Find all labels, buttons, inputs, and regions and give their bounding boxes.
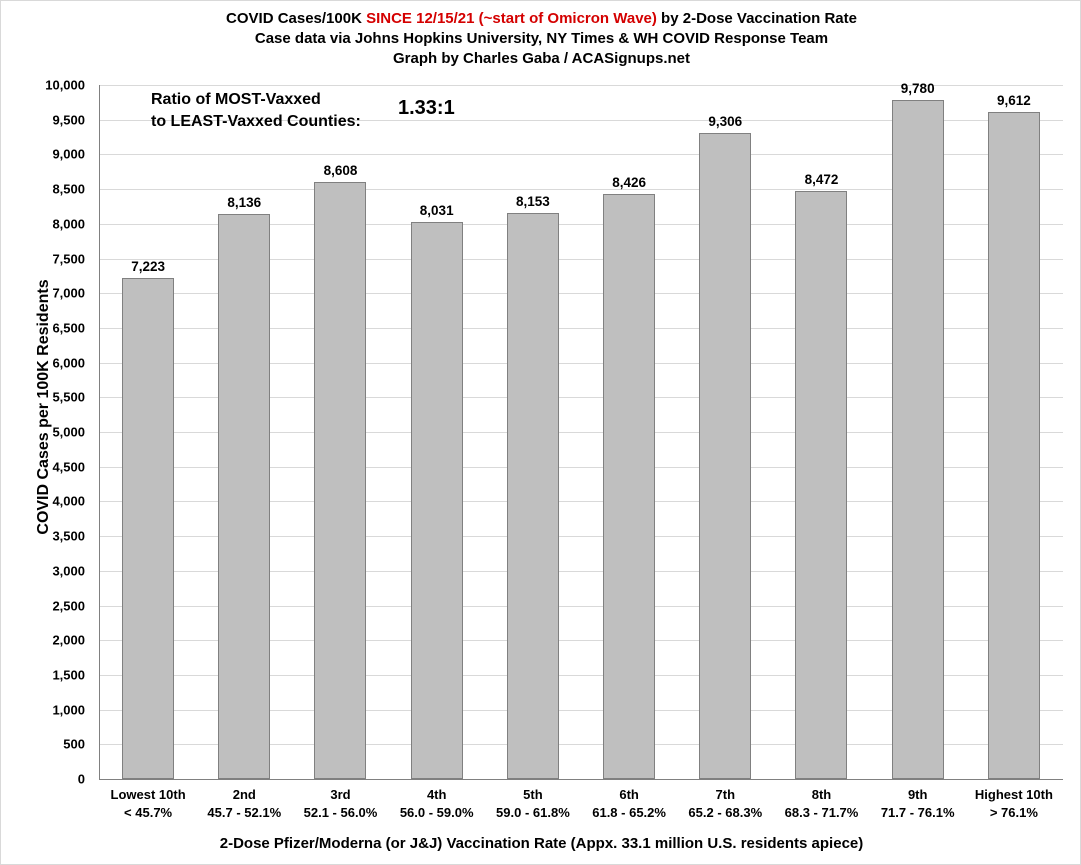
y-axis-tick-label: 7,000 [52, 285, 85, 301]
bar-value-label: 8,472 [804, 172, 839, 188]
ratio-annotation-line-1: Ratio of MOST-Vaxxed [151, 91, 321, 108]
bar-slot [870, 81, 966, 779]
y-axis-tick-label: 4,000 [52, 493, 85, 509]
bar-slot [292, 85, 388, 779]
x-axis-tick-labels [100, 787, 1062, 833]
y-axis-tick-label: 10,000 [45, 77, 85, 93]
y-axis-title: COVID Cases per 100K Residents [35, 279, 52, 535]
bar[interactable] [507, 213, 559, 779]
x-axis-category [100, 787, 196, 820]
y-axis-tick-label: 4,500 [52, 459, 85, 475]
x-axis-category-label: 3rd [330, 787, 351, 802]
bar-slot [581, 85, 677, 779]
x-axis-category-label: Highest 10th [974, 787, 1053, 802]
bar-slot [773, 85, 869, 779]
x-axis-category-range: 68.3 - 71.7% [784, 805, 859, 820]
bar-slot [677, 85, 773, 779]
y-axis-tick-label: 3,500 [52, 528, 85, 544]
bar[interactable] [603, 194, 655, 779]
chart-title-line-1 [1, 9, 1081, 29]
bar[interactable] [795, 191, 847, 779]
y-axis-tick-label: 3,000 [52, 563, 85, 579]
bar-series [100, 81, 1062, 779]
x-axis-category [581, 787, 677, 820]
x-axis-category-label: 5th [523, 787, 543, 802]
bar-slot [966, 85, 1062, 779]
bar-value-label: 8,136 [227, 195, 262, 211]
x-axis-category-label: 2nd [232, 787, 256, 802]
bar-slot [485, 85, 581, 779]
x-axis-category-range: 71.7 - 76.1% [880, 805, 955, 820]
bar[interactable] [122, 278, 174, 779]
bar[interactable] [411, 222, 463, 779]
x-axis-category-range: 61.8 - 65.2% [592, 805, 666, 820]
y-axis-tick-label: 5,000 [52, 424, 85, 440]
bar-value-label: 8,608 [323, 162, 358, 178]
chart-title-highlight: SINCE 12/15/21 (~start of Omicron Wave) [366, 10, 657, 27]
bar-value-label: 9,612 [996, 92, 1031, 108]
x-axis-title: 2-Dose Pfizer/Moderna (or J&J) Vaccination Rate (Appx. 33.1 million U.S. residents apiece) [219, 835, 864, 852]
y-axis-tick-label: 7,500 [52, 251, 85, 266]
x-axis-category-label: 8th [811, 787, 832, 802]
bar[interactable] [314, 182, 366, 779]
y-axis-tick-label: 8,000 [52, 216, 85, 232]
x-axis-category-label: 7th [715, 787, 736, 802]
bar-value-label: 8,153 [515, 194, 550, 210]
x-axis-category [677, 787, 773, 820]
y-axis-tick-labels [1, 77, 93, 787]
y-axis-tick-label: 2,500 [52, 598, 85, 613]
bar-value-label: 8,426 [612, 175, 646, 191]
x-axis-category-range: 59.0 - 61.8% [496, 805, 570, 820]
y-axis-tick-label: 5,500 [52, 389, 85, 405]
bar-value-label: 7,223 [131, 258, 165, 274]
chart-subtitle: Case data via Johns Hopkins University, NY Times & WH COVID Response Team [254, 29, 829, 47]
x-axis-category [196, 787, 292, 820]
y-axis-tick-label: 9,500 [52, 112, 85, 128]
bar-value-label: 9,780 [900, 81, 935, 97]
chart-title-segment-2: by 2-Dose Vaccination Rate [656, 10, 857, 27]
x-axis-category-range: < 45.7% [124, 805, 173, 820]
bar-value-label: 9,306 [708, 114, 743, 130]
x-axis-category [389, 787, 485, 820]
y-axis-tick-label: 0 [77, 771, 85, 787]
ratio-annotation-value: 1.33:1 [398, 97, 455, 119]
bar-slot [196, 85, 292, 779]
bar-slot [389, 85, 485, 779]
bar-value-label: 8,031 [419, 202, 454, 218]
x-axis-category-label: Lowest 10th [110, 787, 186, 802]
grid-line [100, 779, 1063, 780]
chart-title-block [1, 9, 1081, 68]
bar[interactable] [892, 100, 944, 779]
ratio-annotation-line-2: to LEAST-Vaxxed Counties: [151, 112, 361, 130]
x-axis-category-label: 6th [619, 787, 639, 802]
y-axis-tick-label: 9,000 [52, 146, 85, 162]
chart-title-segment-1: COVID Cases/100K [226, 10, 367, 27]
y-axis-tick-label: 1,500 [52, 667, 85, 683]
chart-credit: Graph by Charles Gaba / ACASignups.net [393, 49, 690, 67]
x-axis-category [870, 787, 966, 820]
x-axis-category-range: 45.7 - 52.1% [207, 805, 282, 820]
y-axis-tick-label: 2,000 [52, 632, 85, 648]
y-axis-tick-label: 6,000 [52, 355, 85, 371]
x-axis-category-range: 52.1 - 56.0% [303, 805, 378, 820]
bar[interactable] [988, 112, 1040, 779]
x-axis-category-range: 56.0 - 59.0% [399, 805, 474, 820]
x-axis-category [773, 787, 869, 820]
y-axis-tick-label: 500 [63, 736, 85, 752]
x-axis-category-label: 9th [907, 787, 928, 802]
x-axis-category-label: 4th [426, 787, 447, 802]
x-axis-category-range: 65.2 - 68.3% [688, 805, 763, 820]
y-axis-tick-label: 8,500 [52, 181, 85, 197]
x-axis-category [292, 787, 388, 820]
x-axis-category [485, 787, 581, 820]
bar[interactable] [218, 214, 270, 779]
y-axis-tick-label: 1,000 [52, 702, 85, 718]
x-axis-category [966, 787, 1062, 820]
bar-slot [100, 85, 196, 779]
y-axis-tick-label: 6,500 [52, 320, 85, 336]
bar[interactable] [699, 133, 751, 779]
x-axis-category-range: > 76.1% [989, 805, 1038, 820]
